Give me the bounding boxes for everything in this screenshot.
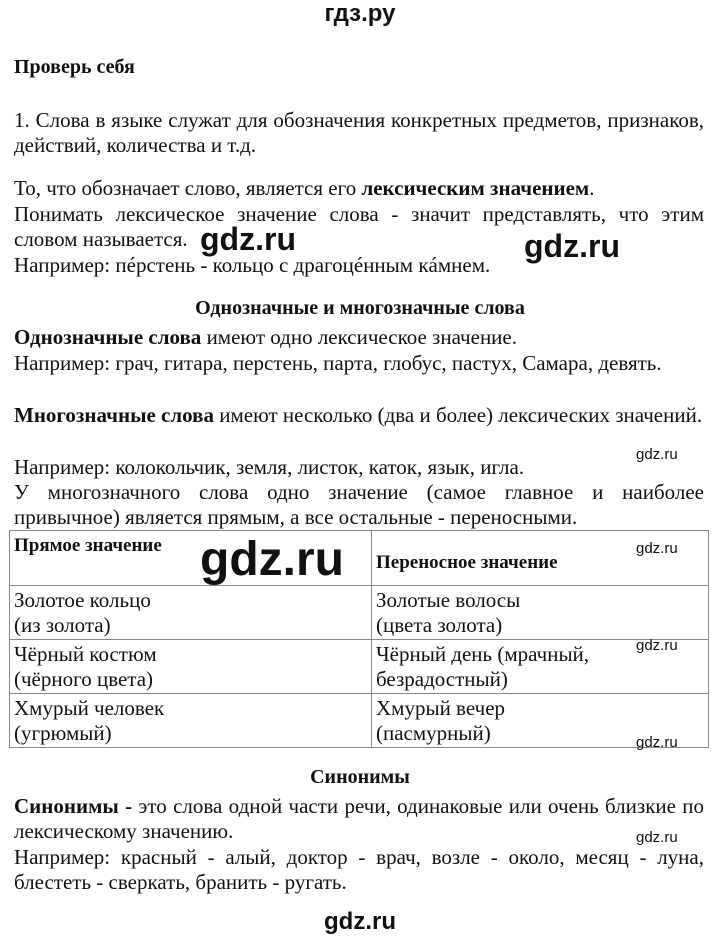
watermark: gdz.ru	[636, 446, 678, 463]
term-lexical-meaning: лексическим значением	[361, 176, 590, 200]
watermark: gdz.ru	[200, 533, 344, 586]
watermark: gdz.ru	[636, 734, 678, 751]
paragraph-text: это слова одной части речи, одинаковые или очень близкие по лексическому значению.	[14, 794, 705, 843]
table-cell: Золотые волосы (цвета золота)	[372, 586, 709, 640]
footer-watermark: gdz.ru	[324, 908, 396, 935]
watermark: gdz.ru	[200, 221, 296, 257]
table-cell: Хмурый вечер (пасмурный)	[372, 694, 709, 748]
term-synonyms: Синонимы -	[14, 794, 133, 818]
paragraph-text: имеют одно лексическое значение.	[201, 325, 517, 349]
paragraph-text: То, что обозначает слово, является его	[14, 176, 362, 200]
table-cell: Чёрный день (мрачный, безрадостный)	[372, 640, 709, 694]
paragraph-example-ring: Например: пéрстень - кольцо с драгоцéнным кáмнем.	[14, 253, 491, 277]
paragraph-understanding: Понимать лексическое значение слова - значит представлять, что этим словом называется.	[14, 202, 704, 251]
paragraph-words-purpose: 1. Слова в языке служат для обозначения конкретных предметов, признаков, действий, количества и т.д.	[14, 108, 704, 157]
watermark: gdz.ru	[636, 540, 678, 557]
header-figurative-meaning: Переносное значение	[372, 531, 709, 586]
watermark: gdz.ru	[636, 637, 678, 654]
paragraph-direct-figurative: У многозначного слова одно значение (самое главное и наиболее привычное) является прямым, а все остальные - переносными.	[14, 480, 704, 529]
table-cell: Хмурый человек (угрюмый)	[10, 694, 372, 748]
meaning-table	[9, 530, 709, 748]
term-single-meaning: Однозначные слова	[14, 325, 202, 349]
site-header: гдз.ру	[324, 0, 396, 27]
paragraph-text: имеют несколько (два и более) лексических значений.	[213, 403, 703, 427]
paragraph-example-single: Например: грач, гитара, перстень, парта, глобус, пастух, Самара, девять.	[14, 351, 662, 375]
table-row	[10, 586, 709, 640]
heading-synonyms: Синонимы	[310, 766, 410, 788]
paragraph-synonyms	[14, 794, 704, 844]
watermark: gdz.ru	[636, 829, 678, 846]
paragraph-single-meaning	[14, 325, 704, 350]
term-multi-meaning: Многозначные слова	[14, 403, 214, 427]
table-cell: Чёрный костюм (чёрного цвета)	[10, 640, 372, 694]
table-header-row	[10, 531, 709, 586]
table-row	[10, 694, 709, 748]
paragraph-example-multi: Например: колокольчик, земля, листок, каток, язык, игла.	[14, 455, 525, 479]
paragraph-example-synonyms: Например: красный - алый, доктор - врач, возле - около, месяц - луна, блестеть - сверкать, бранить - ругать.	[14, 845, 704, 894]
watermark: gdz.ru	[524, 228, 620, 264]
table-row	[10, 640, 709, 694]
paragraph-multi-meaning	[14, 403, 704, 428]
paragraph-lexical-meaning	[14, 176, 704, 201]
header-direct-meaning: Прямое значение	[10, 531, 372, 586]
paragraph-text: .	[589, 176, 595, 200]
heading-single-multi-meaning: Однозначные и многозначные слова	[195, 297, 525, 319]
table-cell: Золотое кольцо (из золота)	[10, 586, 372, 640]
section-title: Проверь себя	[14, 56, 135, 78]
